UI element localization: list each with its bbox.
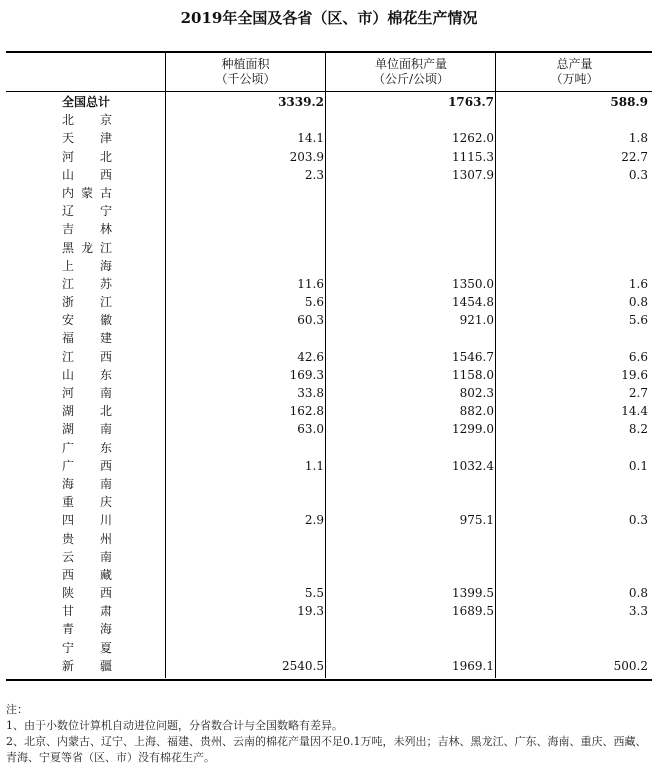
header-yield [325, 53, 496, 91]
table-row [6, 639, 652, 657]
region-name: 西藏 [62, 567, 112, 582]
table-row [6, 202, 652, 220]
region-name: 天津 [62, 131, 112, 146]
table-body [6, 92, 652, 675]
output-value: 3.3 [628, 604, 648, 619]
table-row [6, 566, 652, 584]
note-2: 2、北京、内蒙古、辽宁、上海、福建、贵州、云南的棉花产量因不足0.1万吨，未列出；吉林、黑龙江、广东、海南、重庆、西藏、青海、宁夏等省（区、市）没有棉花生产。 [6, 735, 647, 764]
region-name: 全国总计 [62, 95, 111, 109]
yield-value: 1399.5 [452, 586, 494, 601]
region-name: 新疆 [62, 658, 112, 673]
region-name: 广西 [62, 458, 112, 473]
region-name: 河南 [62, 386, 112, 400]
region-name: 山东 [62, 367, 112, 382]
area-value: 169.3 [289, 367, 324, 382]
area-value: 60.3 [297, 313, 324, 328]
header-output [495, 53, 653, 91]
region-name: 湖南 [62, 422, 112, 437]
header-area [165, 53, 325, 91]
yield-value: 882.0 [459, 404, 494, 419]
area-value: 42.6 [297, 349, 324, 364]
table-row [6, 293, 652, 311]
output-value: 5.6 [628, 313, 648, 328]
table-row [6, 420, 652, 438]
region-name: 福建 [62, 331, 112, 346]
yield-value: 1307.9 [452, 167, 494, 182]
table-row [6, 439, 652, 457]
header-area-line2: （千公顷） [215, 72, 276, 86]
table-row [6, 530, 652, 548]
table-row [6, 329, 652, 347]
region-name: 重庆 [62, 495, 112, 510]
table-row [6, 257, 652, 275]
region-name: 江西 [62, 349, 112, 364]
header-output-line2: （万吨） [550, 72, 599, 86]
output-value: 1.6 [628, 276, 648, 291]
table-bottom-rule [6, 679, 652, 681]
output-value: 1.8 [628, 131, 648, 146]
region-name: 陕西 [62, 586, 112, 601]
yield-value: 802.3 [459, 386, 494, 400]
yield-value: 1115.3 [452, 149, 494, 164]
table-row [6, 220, 652, 238]
area-value: 33.8 [297, 386, 324, 400]
yield-value: 975.1 [459, 513, 494, 528]
cotton-table [6, 51, 652, 675]
region-name: 云南 [62, 549, 112, 564]
table-row [6, 275, 652, 293]
yield-value: 1158.0 [452, 367, 494, 382]
output-value: 500.2 [613, 658, 648, 673]
region-name: 四川 [62, 513, 112, 528]
output-value: 0.3 [628, 513, 648, 528]
table-row [6, 584, 652, 602]
region-name: 山西 [62, 167, 112, 182]
table-row [6, 384, 652, 402]
total-row [6, 93, 652, 111]
region-name: 北京 [62, 113, 112, 128]
header-area-line1: 种植面积 [221, 57, 270, 71]
output-value: 588.9 [610, 95, 648, 109]
output-value: 0.1 [628, 458, 648, 473]
table-row [6, 457, 652, 475]
area-value: 162.8 [289, 404, 324, 419]
yield-value: 1262.0 [452, 131, 494, 146]
table-row [6, 348, 652, 366]
region-name: 甘肃 [62, 604, 112, 619]
region-name: 贵州 [62, 531, 112, 546]
table-row [6, 311, 652, 329]
region-name: 河北 [62, 149, 112, 164]
yield-value: 1969.1 [452, 658, 494, 673]
yield-value: 1546.7 [452, 349, 494, 364]
area-value: 19.3 [297, 604, 324, 619]
yield-value: 1032.4 [452, 458, 494, 473]
table-row [6, 402, 652, 420]
notes-label: 注： [6, 703, 28, 716]
yield-value: 1763.7 [448, 95, 494, 109]
notes [6, 702, 652, 766]
output-value: 0.8 [628, 295, 648, 310]
region-name: 黑龙江 [62, 240, 112, 255]
output-value: 14.4 [621, 404, 648, 419]
yield-value: 1689.5 [452, 604, 494, 619]
yield-value: 921.0 [459, 313, 494, 328]
header-yield-line1: 单位面积产量 [374, 57, 447, 71]
table-row [6, 366, 652, 384]
table-row [6, 511, 652, 529]
area-value: 2.9 [304, 513, 324, 528]
area-value: 2540.5 [282, 658, 324, 673]
region-name: 安徽 [62, 313, 112, 328]
header-yield-line2: （公斤/公顷） [372, 72, 450, 86]
area-value: 5.6 [304, 295, 324, 310]
region-name: 内蒙古 [62, 185, 112, 200]
note-1: 1、由于小数位计算机自动进位问题，分省数合计与全国数略有差异。 [6, 719, 343, 732]
table-row [6, 493, 652, 511]
output-value: 6.6 [628, 349, 648, 364]
region-name: 青海 [62, 622, 112, 637]
area-value: 2.3 [304, 167, 324, 182]
region-name: 江苏 [62, 276, 112, 291]
area-value: 203.9 [289, 149, 324, 164]
area-value: 3339.2 [278, 95, 324, 109]
table-row [6, 602, 652, 620]
table-row [6, 111, 652, 129]
yield-value: 1350.0 [452, 276, 494, 291]
table-header [6, 51, 652, 92]
region-name: 上海 [62, 258, 112, 273]
region-name: 湖北 [62, 404, 112, 419]
page-title: 2019年全国及各省（区、市）棉花生产情况 [180, 9, 478, 27]
region-name: 宁夏 [62, 640, 112, 655]
output-value: 0.8 [628, 586, 648, 601]
table-row [6, 657, 652, 675]
table-row [6, 184, 652, 202]
table-row [6, 148, 652, 166]
table-row [6, 166, 652, 184]
output-value: 19.6 [621, 367, 648, 382]
table-row [6, 475, 652, 493]
area-value: 5.5 [304, 586, 324, 601]
header-output-line1: 总产量 [556, 57, 593, 71]
region-name: 吉林 [62, 222, 112, 237]
output-value: 2.7 [628, 386, 648, 400]
output-value: 0.3 [628, 167, 648, 182]
table-row [6, 548, 652, 566]
region-name: 浙江 [62, 295, 112, 310]
area-value: 14.1 [297, 131, 324, 146]
area-value: 11.6 [297, 276, 324, 291]
area-value: 63.0 [297, 422, 324, 437]
region-name: 广东 [62, 440, 112, 455]
yield-value: 1454.8 [452, 295, 494, 310]
area-value: 1.1 [304, 458, 324, 473]
output-value: 22.7 [621, 149, 648, 164]
region-name: 辽宁 [62, 204, 112, 219]
table-row [6, 129, 652, 147]
output-value: 8.2 [628, 422, 648, 437]
table-row [6, 239, 652, 257]
yield-value: 1299.0 [452, 422, 494, 437]
table-row [6, 620, 652, 638]
region-name: 海南 [62, 476, 112, 491]
